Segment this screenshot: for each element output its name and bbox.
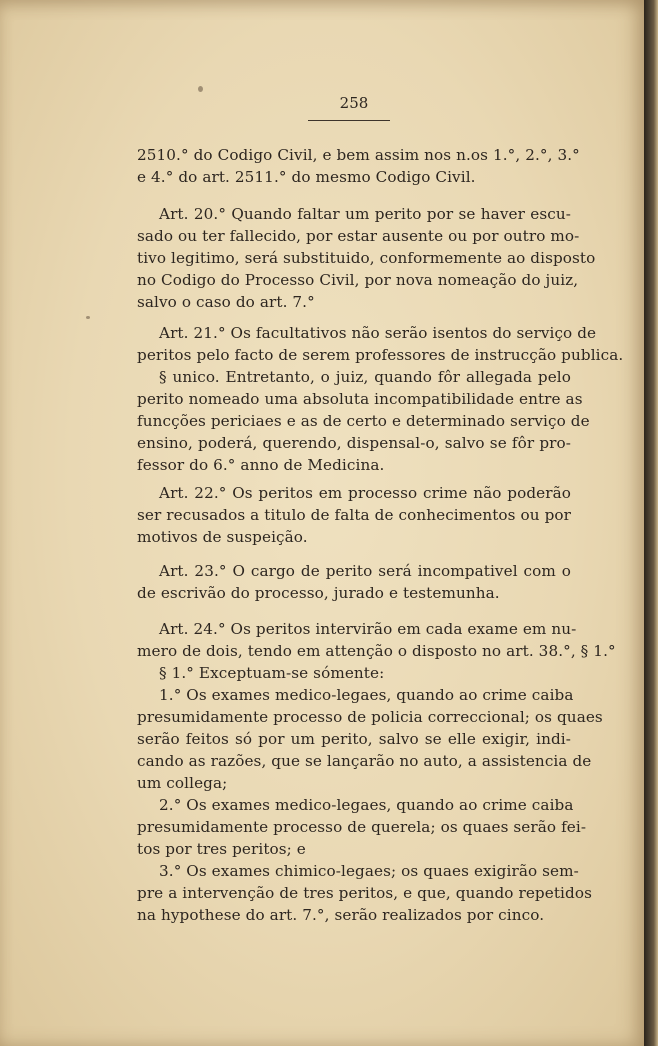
text-line: pre a intervenção de tres peritos, e que, quando repetidos bbox=[137, 884, 592, 902]
text-line: § 1.° Exceptuam-se sómente: bbox=[159, 664, 385, 682]
text-line: presumidamente processo de policia correccional; os quaes bbox=[137, 708, 603, 726]
text-line: Art. 21.° Os facultativos não serão isentos do serviço de bbox=[159, 324, 597, 342]
text-line: § unico. Entretanto, o juiz, quando fôr allegada pelo bbox=[159, 368, 571, 386]
text-line: presumidamente processo de querela; os quaes serão fei- bbox=[137, 818, 587, 836]
text-line: tos por tres peritos; e bbox=[137, 840, 306, 858]
text-line: 2.° Os exames medico-legaes, quando ao crime caiba bbox=[159, 796, 574, 814]
text-line: tivo legitimo, será substituido, conformemente ao disposto bbox=[137, 249, 596, 267]
header-rule bbox=[308, 120, 390, 121]
text-line: e 4.° do art. 2511.° do mesmo Codigo Civil. bbox=[137, 168, 476, 186]
text-line: serão feitos só por um perito, salvo se elle exigir, indi- bbox=[137, 730, 571, 748]
text-line: motivos de suspeição. bbox=[137, 528, 308, 546]
text-line: peritos pelo facto de serem professores de instrucção publica. bbox=[137, 346, 624, 364]
text-line: mero de dois, tendo em attenção o disposto no art. 38.°, § 1.° bbox=[137, 642, 616, 660]
text-line: 2510.° do Codigo Civil, e bem assim nos n.os 1.°, 2.°, 3.° bbox=[137, 146, 580, 164]
text-line: sado ou ter fallecido, por estar ausente ou por outro mo- bbox=[137, 227, 580, 245]
text-line: 3.° Os exames chimico-legaes; os quaes exigirão sem- bbox=[159, 862, 579, 880]
text-line: fessor do 6.° anno de Medicina. bbox=[137, 456, 385, 474]
page-number: 258 bbox=[339, 94, 369, 112]
page-edge bbox=[644, 0, 658, 1046]
text-line: 1.° Os exames medico-legaes, quando ao crime caiba bbox=[159, 686, 574, 704]
text-line: no Codigo do Processo Civil, por nova nomeação do juiz, bbox=[137, 271, 579, 289]
ink-speck bbox=[86, 316, 90, 319]
text-line: Art. 24.° Os peritos intervirão em cada exame em nu- bbox=[159, 620, 577, 638]
text-line: cando as razões, que se lançarão no auto, a assistencia de bbox=[137, 752, 592, 770]
text-line: de escrivão do processo, jurado e testemunha. bbox=[137, 584, 500, 602]
text-line: na hypothese do art. 7.°, serão realizados por cinco. bbox=[137, 906, 545, 924]
text-line: ensino, poderá, querendo, dispensal-o, salvo se fôr pro- bbox=[137, 434, 571, 452]
text-line: Art. 20.° Quando faltar um perito por se haver escu- bbox=[159, 205, 571, 223]
text-line: funcções periciaes e as de certo e determinado serviço de bbox=[137, 412, 590, 430]
text-line: ser recusados a titulo de falta de conhecimentos ou por bbox=[137, 506, 571, 524]
text-line: Art. 22.° Os peritos em processo crime não poderão bbox=[159, 484, 571, 502]
text-line: Art. 23.° O cargo de perito será incompativel com o bbox=[159, 562, 571, 580]
ink-speck bbox=[198, 86, 203, 92]
text-line: salvo o caso do art. 7.° bbox=[137, 293, 315, 311]
text-line: perito nomeado uma absoluta incompatibilidade entre as bbox=[137, 390, 583, 408]
text-line: um collega; bbox=[137, 774, 228, 792]
